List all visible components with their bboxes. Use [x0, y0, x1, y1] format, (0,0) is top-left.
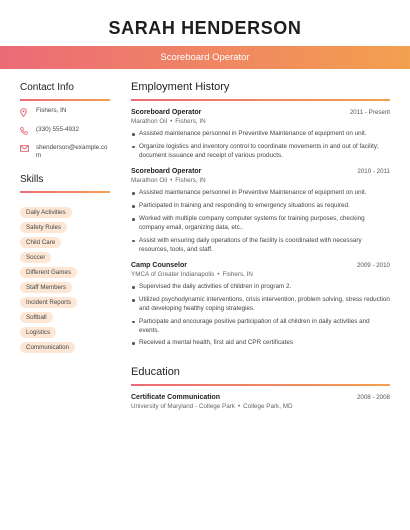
skills-divider [20, 191, 110, 193]
job-company: YMCA of Greater Indianapolis [131, 271, 215, 279]
job-dates: 2011 - Present [349, 109, 390, 116]
job-employer: Marathon Oil • Fishers, IN [131, 177, 206, 185]
contact-email [20, 144, 110, 160]
job-dates: 2009 - 2010 [356, 262, 390, 270]
job-location: Fishers, IN [175, 118, 206, 125]
job-bullet: Received a mental health, first aid and CPR certificates [131, 339, 390, 348]
job-bullet: Supervised the daily activities of children in program 2. [131, 283, 390, 292]
education-school: University of Maryland - College Park • College Park, MD [131, 403, 293, 411]
job-bullet: Worked with multiple company computer systems for training purposes, checking company email, organizing data, etc.. [131, 215, 390, 233]
role-banner [0, 46, 410, 69]
candidate-name: SARAH HENDERSON [108, 18, 302, 38]
phone-icon [20, 126, 36, 135]
skill-pill: Daily Activities [20, 207, 72, 218]
job-bullets [131, 130, 390, 160]
job-bullets [131, 283, 390, 348]
education-divider [131, 384, 390, 386]
employment-heading: Employment History [131, 81, 230, 93]
job-entry [131, 168, 390, 254]
job-employer: YMCA of Greater Indianapolis • Fishers, IN [131, 271, 253, 279]
map-pin-icon [20, 107, 36, 117]
role-title: Scoreboard Operator [160, 52, 250, 63]
education-dates: 2008 - 2008 [356, 394, 390, 402]
skills-list [20, 201, 110, 351]
skill-pill: Incident Reports [20, 297, 77, 308]
main-column [131, 81, 390, 410]
job-dates: 2010 - 2011 [357, 168, 390, 176]
job-bullet: Assisted maintenance personnel in Preventive Maintenance of equipment on unit. [131, 189, 390, 198]
job-bullet: Assisted maintenance personnel in Preventive Maintenance of equipment on unit. [131, 130, 390, 139]
skill-pill: Logistics [20, 327, 56, 338]
degree-title: Certificate Communication [131, 394, 221, 402]
skill-pill: Communication [20, 342, 75, 353]
job-title: Scoreboard Operator [131, 168, 202, 176]
job-entry [131, 109, 390, 160]
job-title: Scoreboard Operator [131, 109, 202, 116]
skill-pill: Soccer [20, 252, 51, 263]
skill-pill: Child Care [20, 237, 61, 248]
job-bullet: Participate and encourage positive participation of all children in daily activities and events. [131, 318, 390, 336]
skills-heading: Skills [20, 173, 44, 185]
education-entry [131, 394, 390, 410]
school-location: College Park, MD [243, 403, 293, 411]
job-employer: Marathon Oil • Fishers, IN [131, 118, 206, 125]
contact-phone [20, 126, 110, 135]
school-name: University of Maryland - College Park [131, 403, 235, 411]
email-link[interactable]: shenderson@example.com [36, 144, 108, 159]
job-bullet: Participated in training and responding to emergency situations as required. [131, 202, 390, 211]
job-entry [131, 262, 390, 348]
job-company: Marathon Oil [131, 177, 168, 185]
phone-text: (330) 555-4932 [36, 126, 80, 133]
location-text: Fishers, IN [36, 107, 67, 114]
contact-divider [20, 99, 110, 101]
envelope-icon [20, 144, 36, 152]
skill-pill: Staff Members [20, 282, 72, 293]
education-heading: Education [131, 366, 180, 379]
skill-pill: Different Games [20, 267, 77, 278]
contact-location [20, 107, 110, 117]
skill-pill: Safety Rules [20, 222, 67, 233]
contact-heading: Contact Info [20, 82, 74, 93]
contact-list [20, 107, 110, 160]
job-bullet: Assist with ensuring daily operations of the facility is coordinated with necessary resources, tools, and staff. [131, 237, 390, 255]
job-bullets [131, 189, 390, 254]
employment-divider [131, 99, 390, 101]
job-location: Fishers, IN [222, 271, 253, 279]
job-bullet: Organize logistics and inventory control to coordinate movements in and out of facility; document issuance and receipt of various products. [131, 143, 390, 161]
job-company: Marathon Oil [131, 118, 168, 125]
skill-pill: Softball [20, 312, 53, 323]
job-bullet: Utilized psychodynamic interventions, crisis intervention, problem solving, stress reduction and developing healthy coping strategies. [131, 296, 390, 314]
sidebar [20, 82, 110, 351]
job-location: Fishers, IN [175, 177, 206, 185]
job-title: Camp Counselor [131, 262, 188, 270]
